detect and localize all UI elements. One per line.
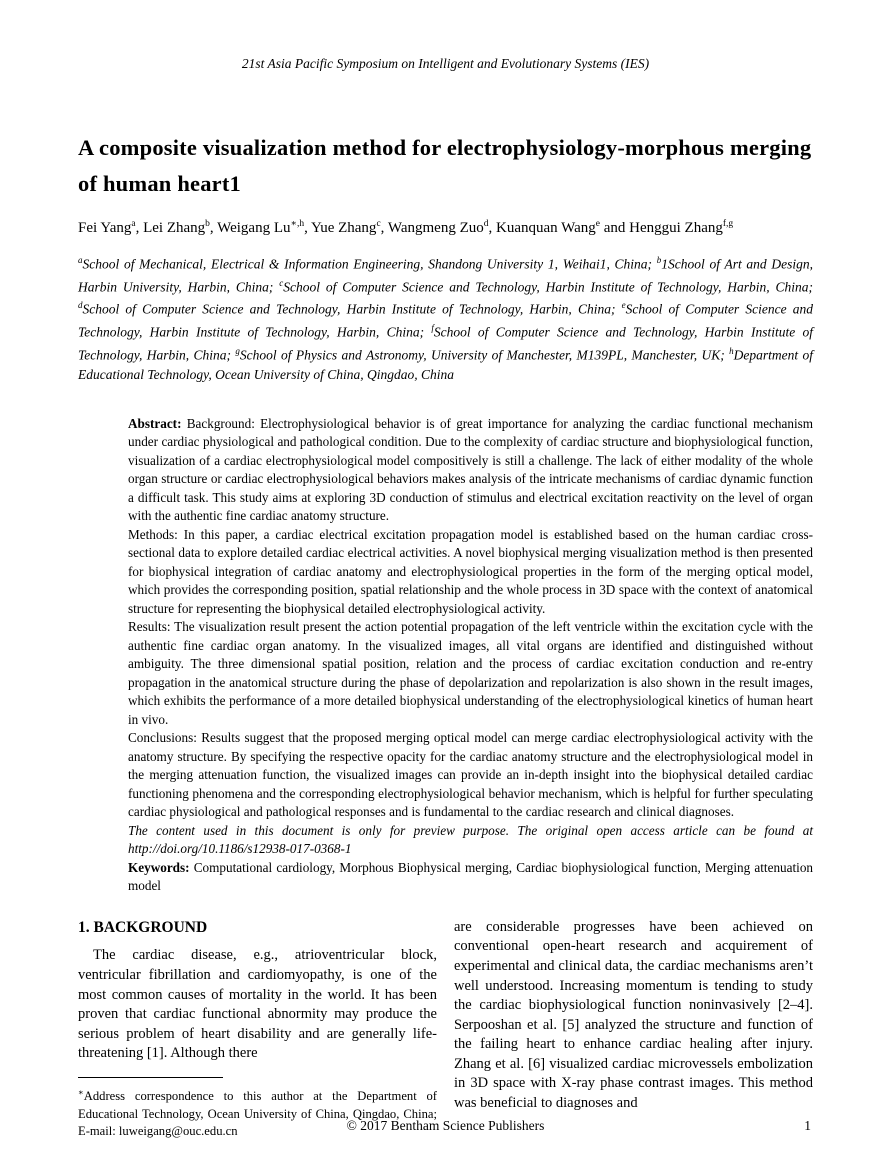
author-name: Yue Zhang xyxy=(311,220,377,236)
author-name: Fei Yang xyxy=(78,220,132,236)
affiliation-text: School of Computer Science and Technology, Harbin Institute of Technology, Harbin, China; xyxy=(78,301,813,340)
affiliation-text: School of Computer Science and Technology, Harbin Institute of Technology, Harbin, China; xyxy=(283,279,814,295)
affiliation-superscript: d xyxy=(78,300,83,311)
background-right-paragraph: are considerable progresses have been achieved on conventional open-heart research and acquirement of experimental and clinical data, the cardiac mechanisms aren’t well understood. Increasing momentum is tending to study the cardiac biophysiological function noninvasively [2–4]. Serpooshan et al. [5] analyzed the structure and function of the failing heart to enhance cardiac healing after injury. Zhang et al. [6] visualized cardiac microvessels embolization in 3D space with X-ray phase contrast images. This method was beneficial to diagnoses and xyxy=(454,918,813,1112)
affiliation-text: School of Physics and Astronomy, University of Manchester, M139PL, Manchester, UK; xyxy=(239,347,730,363)
footnote-text: Address correspondence to this author at the Department of Educational Technology, Ocean University of China, Qingdao, China; E-mail: xyxy=(78,1089,437,1139)
affiliation-superscript: a xyxy=(78,255,83,265)
preview-note-text: The content used in this document is only for preview purpose. The original open access article can be found at xyxy=(128,822,813,838)
author-name: Lei Zhang xyxy=(143,220,206,236)
author-superscript: ∗,h xyxy=(290,219,305,229)
abstract-label: Abstract: xyxy=(128,415,182,431)
affiliation-superscript: b xyxy=(656,255,662,265)
right-column xyxy=(454,918,813,1141)
author-separator: , xyxy=(209,220,218,236)
abstract-block xyxy=(78,415,813,896)
author-separator: , xyxy=(488,220,496,236)
author-name: Henggui Zhang xyxy=(629,220,723,236)
page-content xyxy=(78,0,813,1141)
affiliation-text: 1School of Art and Design, Harbin University, Harbin, China; xyxy=(78,256,813,295)
abstract-conclusions-paragraph: Conclusions: Results suggest that the proposed merging optical model can merge cardiac electrophysiological activity with the anatomy structure. By specifying the respective opacity for the cardiac anatomy structure and the electrophysiological model in the merging attenuation function, the visualized images can provide an in-depth insight into the biophysical detailed cardiac functioning phenomena and the corresponding electrophysiological behavior mechanism, which is helpful for further speculating cardiac physiological and pathological responses and is fundamental to the cardiac research and clinical diagnoses. xyxy=(128,730,813,820)
author-superscript: f,g xyxy=(722,219,734,229)
author-superscript: e xyxy=(595,219,600,229)
author-name: Kuanquan Wang xyxy=(496,220,596,236)
paper-title: A composite visualization method for electrophysiology-morphous merging of human heart1 xyxy=(78,135,812,196)
keywords-paragraph xyxy=(128,859,813,896)
background-left-paragraph: The cardiac disease, e.g., atrioventricular block, ventricular fibrillation and cardiomyopathy, is one of the most common causes of mortality in the world. It has been proven that cardiac functional abnormity may produce the serious problem of heart disability and are generally life-threatening [1]. Although there xyxy=(78,947,437,1062)
abstract-results-paragraph: Results: The visualization result present the action potential propagation of the left ventricle within the excitation cycle with the authentic fine cardiac organ anatomy. In the visualized images, all vital organs are identified and distinguished without ambiguity. The three dimensional spatial position, relation and the process of cardiac excitation conduction and re-entry propagation in the anatomical structure during the phase of depolarization and repolarization is also shown in the result images, which exhibits the performance of a more detailed biophysical understanding of the electrophysiological kinetics of human heart in vivo. xyxy=(128,619,813,727)
keywords-label: Keywords: xyxy=(128,859,190,875)
affiliation-text: School of Mechanical, Electrical & Information Engineering, Shandong University 1, Weihai1, China; xyxy=(82,256,657,272)
affiliation-superscript: e xyxy=(621,300,626,311)
author-separator: , xyxy=(135,220,144,236)
affiliation-superscript: g xyxy=(235,345,240,356)
affiliation-superscript: f xyxy=(431,323,434,334)
abstract-methods-paragraph: Methods: In this paper, a cardiac electrical excitation propagation model is established based on the human cardiac cross-sectional data to explore detailed cardiac electrical activities. A novel biophysical merging visualization method is then presented for biophysical integration of cardiac anatomy and electrophysiological properties in the form of the merging optical model, which provides the corresponding position, spatial relationship and the whole process in 3D space with the context of anatomical structure for representing the biophysical detailed electrophysiological activity. xyxy=(128,526,813,616)
affiliation-text: School of Computer Science and Technology, Harbin Institute of Technology, Harbin, China; xyxy=(78,324,813,363)
footnote-marker: ∗ xyxy=(78,1086,84,1097)
affiliation-superscript: h xyxy=(729,345,734,356)
page-number: 1 xyxy=(804,1118,811,1133)
author-superscript: b xyxy=(205,219,210,229)
author-superscript: d xyxy=(483,219,489,229)
left-column xyxy=(78,918,437,1141)
two-column-body xyxy=(78,918,813,1141)
abstract-background-paragraph xyxy=(128,415,813,526)
doi-link[interactable]: http://doi.org/10.1186/s12938-017-0368-1 xyxy=(128,841,352,857)
author-superscript: a xyxy=(131,219,136,229)
footer-copyright: © 2017 Bentham Science Publishers xyxy=(346,1118,545,1133)
preview-note-paragraph xyxy=(128,822,813,859)
abstract-background-text: Background: Electrophysiological behavior is of great importance for analyzing the cardiac functional mechanism under cardiac physiological and pathological condition. Due to the complexity of cardiac structure and biophysiological function, visualization of a cardiac electrophysiological model compositively is still a challenge. The lack of either modality of the whole organ structure or cardiac electrophysiological behaviors makes analysis of the intricate mechanisms of cardiac dynamic function a difficult task. This study aims at exploring 3D conduction of stimulus and electrical excitation reactivity on the level of organ with the authentic fine cardiac anatomy structure. xyxy=(128,415,814,524)
affiliation-text: Department of Educational Technology, Ocean University of China, Qingdao, China xyxy=(78,347,813,382)
section-heading-background: 1. BACKGROUND xyxy=(78,918,208,936)
author-separator: and xyxy=(599,220,630,236)
footnote-rule xyxy=(78,1077,223,1078)
keywords-text: Computational cardiology, Morphous Biophysical merging, Cardiac biophysiological function, Merging attenuation model xyxy=(128,859,814,894)
affiliation-text: School of Computer Science and Technology, Harbin Institute of Technology, Harbin, China; xyxy=(82,301,622,317)
author-name: Wangmeng Zuo xyxy=(387,220,484,236)
email-link[interactable]: luweigang@ouc.edu.cn xyxy=(118,1124,238,1139)
conference-header: 21st Asia Pacific Symposium on Intelligent and Evolutionary Systems (IES) xyxy=(241,56,650,71)
affiliations-block xyxy=(78,251,813,384)
author-separator: , xyxy=(304,220,312,236)
authors-line xyxy=(78,218,813,237)
author-separator: , xyxy=(380,220,388,236)
author-name: Weigang Lu xyxy=(217,220,291,236)
affiliation-superscript: c xyxy=(279,277,284,288)
author-superscript: c xyxy=(376,219,381,229)
